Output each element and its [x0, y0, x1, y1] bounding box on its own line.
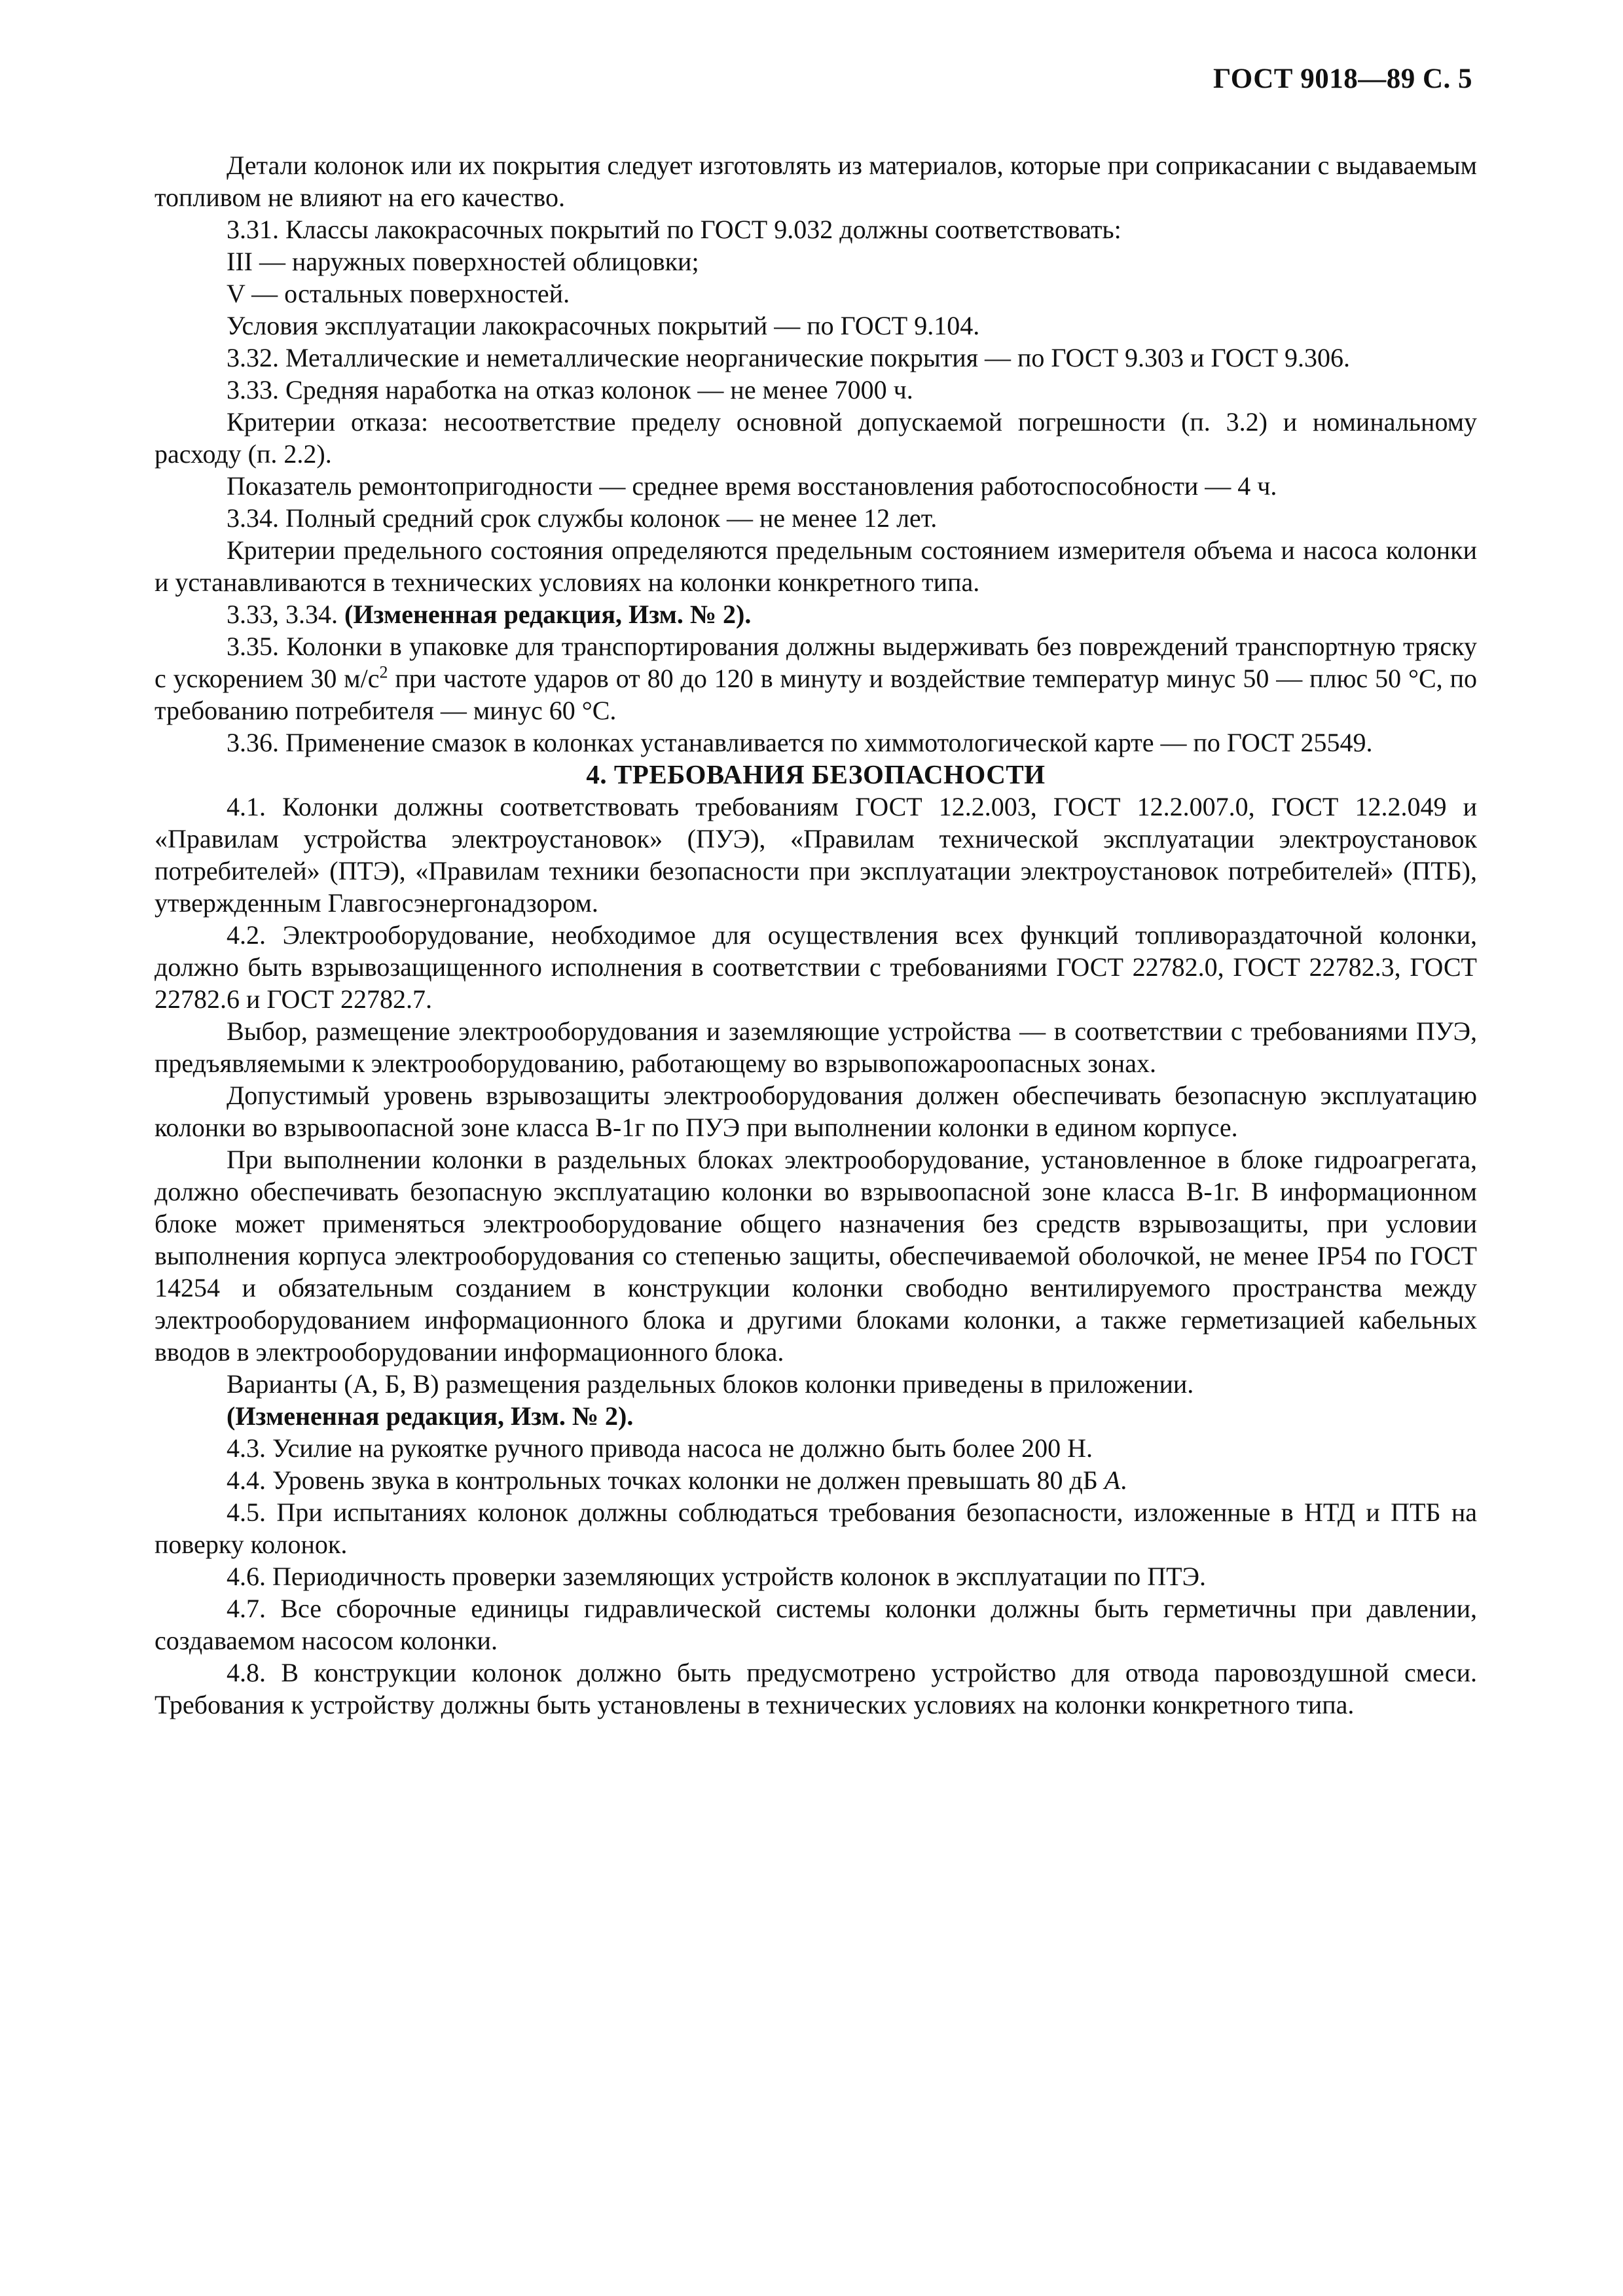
amendment-prefix: 3.33, 3.34.: [227, 600, 344, 629]
paragraph: 4.6. Периодичность проверки заземляющих устройств колонок в эксплуатации по ПТЭ.: [227, 1562, 1206, 1591]
paragraph: 3.33. Средняя наработка на отказ колонок — не менее 7000 ч.: [227, 375, 913, 404]
paragraph: Условия эксплуатации лакокрасочных покрытий — по ГОСТ 9.104.: [227, 311, 980, 340]
superscript: 2: [379, 662, 388, 682]
paragraph: Выбор, размещение электрооборудования и заземляющие устройства — в соответствии с требованиями ПУЭ, предъявляемыми к электрооборудованию, работающему во взрывопожароопасных зонах.: [155, 1016, 1477, 1078]
amendment-note: [155, 598, 1477, 630]
paragraph: 3.32. Металлические и неметаллические неорганические покрытия — по ГОСТ 9.303 и ГОСТ 9.306.: [227, 343, 1351, 372]
paragraph: 4.8. В конструкции колонок должно быть предусмотрено устройство для отвода паровоздушной смеси. Требования к устройству должны быть установлены в технических условиях на колонки конкретного типа.: [155, 1658, 1477, 1719]
paragraph: Допустимый уровень взрывозащиты электрооборудования должен обеспечивать безопасную эксплуатацию колонки во взрывоопасной зоне класса В-1г по ПУЭ при выполнении колонки в едином корпусе.: [155, 1081, 1477, 1142]
section-title: 4. ТРЕБОВАНИЯ БЕЗОПАСНОСТИ: [586, 759, 1046, 789]
paragraph: Критерии отказа: несоответствие пределу основной допускаемой погрешности (п. 3.2) и номинальному расходу (п. 2.2).: [155, 407, 1477, 469]
text-part: .: [1120, 1465, 1127, 1495]
document-body: [155, 149, 1477, 1721]
text-part: 3.35. Колонки в упаковке для транспортирования должны выдерживать без повреждений транспортную тряску с ускорением 30 м/с: [155, 632, 1477, 693]
paragraph-3-35: [155, 630, 1477, 726]
paragraph: 4.5. При испытаниях колонок должны соблюдаться требования безопасности, изложенные в НТД и ПТБ на поверку колонок.: [155, 1498, 1477, 1559]
paragraph-4-4: [155, 1464, 1477, 1496]
page-header: ГОСТ 9018—89 С. 5: [1213, 63, 1472, 94]
paragraph: При выполнении колонки в раздельных блоках электрооборудование, установленное в блоке гидроагрегата, должно обеспечивать безопасную эксплуатацию колонки во взрывоопасной зоне класса В-1г. В информационном блоке может применяться электрооборудование общего назначения без средств взрывозащиты, при условии выполнения корпуса электрооборудования со степенью защиты, обеспечиваемой оболочкой, не менее IP54 по ГОСТ 14254 и обязательным созданием в конструкции колонки свободно вентилируемого пространства между электрооборудованием информационного блока и другими блоками колонки, а также герметизацией кабельных вводов в электрооборудовании информационного блока.: [155, 1145, 1477, 1367]
paragraph: 3.36. Применение смазок в колонках устанавливается по химмотологической карте — по ГОСТ 25549.: [227, 728, 1373, 757]
text-part: 4.4. Уровень звука в контрольных точках колонки не должен превышать 80 дБ: [227, 1465, 1104, 1495]
paragraph: 4.1. Колонки должны соответствовать требованиям ГОСТ 12.2.003, ГОСТ 12.2.007.0, ГОСТ 12.2.049 и «Правилам устройства электроустановок» (ПУЭ), «Правилам технической эксплуатации электроустановок потребителей» (ПТЭ), «Правилам техники безопасности при эксплуатации электроустановок потребителей» (ПТБ), утвержденным Главгосэнергонадзором.: [155, 792, 1477, 918]
amendment-note: [155, 1400, 1477, 1432]
paragraph: Критерии предельного состояния определяются предельным состоянием измерителя объема и насоса колонки и устанавливаются в технических условиях на колонки конкретного типа.: [155, 535, 1477, 597]
paragraph: 3.34. Полный средний срок службы колонок — не менее 12 лет.: [227, 503, 938, 533]
amendment-bold: (Измененная редакция, Изм. № 2).: [227, 1401, 634, 1431]
italic-unit: А: [1104, 1465, 1121, 1495]
paragraph: Детали колонок или их покрытия следует изготовлять из материалов, которые при соприкасании с выдаваемым топливом не влияют на его качество.: [155, 151, 1477, 212]
paragraph: Варианты (А, Б, В) размещения раздельных блоков колонки приведены в приложении.: [227, 1369, 1194, 1399]
paragraph: III — наружных поверхностей облицовки;: [227, 247, 699, 276]
paragraph: V — остальных поверхностей.: [227, 279, 570, 308]
paragraph: Показатель ремонтопригодности — среднее время восстановления работоспособности — 4 ч.: [227, 471, 1277, 501]
amendment-bold: (Измененная редакция, Изм. № 2).: [344, 600, 752, 629]
paragraph: 3.31. Классы лакокрасочных покрытий по ГОСТ 9.032 должны соответствовать:: [227, 215, 1122, 244]
paragraph: 4.7. Все сборочные единицы гидравлической системы колонки должны быть герметичны при давлении, создаваемом насосом колонки.: [155, 1594, 1477, 1655]
text-part: при частоте ударов от 80 до 120 в минуту и воздействие температур минус 50 — плюс 50 °С, по требованию потребителя — минус 60 °С.: [155, 664, 1477, 725]
paragraph: 4.2. Электрооборудование, необходимое для осуществления всех функций топливораздаточной колонки, должно быть взрывозащищенного исполнения в соответствии с требованиями ГОСТ 22782.0, ГОСТ 22782.3, ГОСТ 22782.6 и ГОСТ 22782.7.: [155, 920, 1477, 1014]
paragraph: 4.3. Усилие на рукоятке ручного привода насоса не должно быть более 200 Н.: [227, 1433, 1093, 1463]
